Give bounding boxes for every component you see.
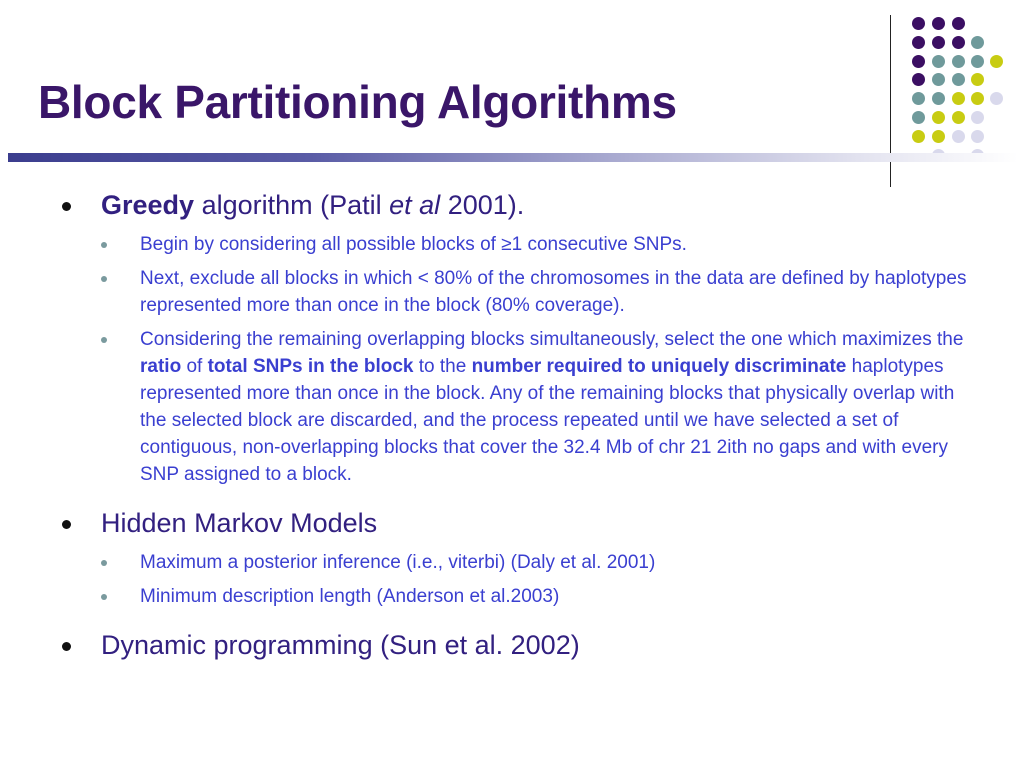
sub-bullet-text: to the (413, 356, 472, 377)
sub-bullet-text: Considering the remaining overlapping blocks simultaneously, select the one which maximizes the (140, 329, 964, 350)
sub-bullet-text: of (181, 356, 208, 377)
decor-dot (952, 111, 965, 124)
sub-bullet-hmm-2 (101, 583, 982, 610)
decor-dot (912, 55, 925, 68)
decor-dot (932, 111, 945, 124)
decor-dot (990, 92, 1003, 105)
sub-bullet-dot (101, 276, 107, 282)
decor-dot (952, 36, 965, 49)
sub-bullet-text: Begin by considering all possible blocks of ≥1 consecutive SNPs. (140, 234, 687, 255)
decor-dot (971, 92, 984, 105)
decor-dot (912, 73, 925, 86)
decor-dot (932, 55, 945, 68)
decor-dot (971, 55, 984, 68)
sub-bullet-dot (101, 242, 107, 248)
slide-body (62, 188, 982, 662)
sub-bullet-dot (101, 594, 107, 600)
bullet-dot (62, 202, 71, 211)
decor-dot (971, 36, 984, 49)
total-snps-emphasis: total SNPs in the block (207, 356, 414, 377)
greedy-year: 2001). (440, 190, 525, 220)
greedy-label: Greedy (101, 190, 195, 220)
decor-dot (912, 130, 925, 143)
ratio-emphasis: ratio (140, 356, 182, 377)
decor-dot (932, 17, 945, 30)
bullet-dot (62, 520, 71, 529)
bullet-hmm (62, 506, 982, 540)
title-underline-bar (8, 153, 1018, 162)
decor-dot (912, 36, 925, 49)
decor-dot (932, 73, 945, 86)
bullet-dot (62, 642, 71, 651)
decor-dot (932, 130, 945, 143)
sub-bullet-text: Minimum description length (Anderson et al.2003) (140, 586, 560, 607)
slide-title: Block Partitioning Algorithms (38, 76, 677, 128)
sub-bullet-hmm-1 (101, 549, 982, 576)
decor-dot (952, 92, 965, 105)
bullet-greedy (62, 188, 982, 222)
sub-bullet-dot (101, 337, 107, 343)
decor-dot (912, 92, 925, 105)
sub-bullet-greedy-2 (101, 265, 982, 319)
bullet-dp (62, 628, 982, 662)
decor-dot (990, 55, 1003, 68)
decor-dot (912, 17, 925, 30)
hmm-text: Hidden Markov Models (101, 508, 378, 538)
decor-dot (971, 73, 984, 86)
sub-bullet-greedy-3 (101, 326, 982, 488)
greedy-text: algorithm (Patil (194, 190, 390, 220)
sub-bullet-dot (101, 560, 107, 566)
decor-dot (952, 73, 965, 86)
sub-bullet-text: Next, exclude all blocks in which < 80% of the chromosomes in the data are defined by haplotypes represented more than once in the block (80% coverage). (140, 268, 967, 316)
decor-dot (952, 17, 965, 30)
number-required-emphasis: number required to uniquely discriminate (471, 356, 847, 377)
decor-dot (971, 111, 984, 124)
sub-bullet-greedy-1 (101, 231, 982, 258)
decor-dot (952, 130, 965, 143)
dp-text: Dynamic programming (Sun et al. 2002) (101, 630, 580, 660)
greedy-et-al: et al (389, 190, 441, 220)
sub-bullet-text: haplotypes represented more than once in the block. Any of the remaining blocks that physically overlap with the selected block are discarded, and the process repeated until we have selected a set of contiguous, non-overlapping blocks that cover the 32.4 Mb of chr 21 2ith no gaps and with every SNP assigned to a block. (140, 356, 955, 485)
sub-bullet-text: Maximum a posterior inference (i.e., viterbi) (Daly et al. 2001) (140, 552, 656, 573)
decor-dot (912, 111, 925, 124)
decor-dot (932, 92, 945, 105)
decor-dot (932, 36, 945, 49)
decor-dot (971, 130, 984, 143)
decor-dot (952, 55, 965, 68)
